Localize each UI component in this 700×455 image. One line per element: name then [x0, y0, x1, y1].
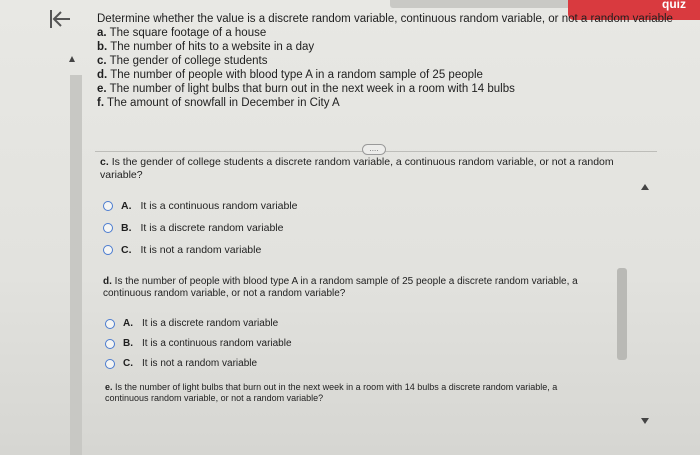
- question-intro: Determine whether the value is a discrete random variable, continuous random variable, or not a random variable: [97, 13, 673, 25]
- option-d-b[interactable]: B. It is a continuous random variable: [105, 338, 292, 349]
- option-c-b[interactable]: B. It is a discrete random variable: [103, 222, 283, 234]
- left-scrollbar[interactable]: [70, 75, 82, 455]
- radio-button[interactable]: [105, 319, 115, 329]
- question-e: e. Is the number of light bulbs that burn out in the next week in a room with 14 bulbs a discrete random variable, a continuous random variable, or not a random variable?: [105, 382, 558, 403]
- right-scrollbar-thumb[interactable]: [617, 268, 627, 360]
- header-item-c: c. The gender of college students: [97, 55, 268, 67]
- radio-button[interactable]: [105, 359, 115, 369]
- radio-button[interactable]: [103, 201, 113, 211]
- header-item-f: f. The amount of snowfall in December in City A: [97, 97, 340, 109]
- header-item-a: a. The square footage of a house: [97, 27, 267, 39]
- question-header: [97, 12, 673, 110]
- header-item-b: b. The number of hits to a website in a day: [97, 41, 315, 53]
- option-d-a[interactable]: A. It is a discrete random variable: [105, 318, 278, 329]
- question-d: d. Is the number of people with blood type A in a random sample of 25 people a discrete random variable, a continuous random variable, or not a random variable?: [103, 276, 578, 299]
- expand-more-button[interactable]: ....: [362, 144, 386, 155]
- option-d-c[interactable]: C. It is not a random variable: [105, 358, 257, 369]
- question-c: c. Is the gender of college students a discrete random variable, a continuous random variable, or not a random variable?: [100, 156, 614, 181]
- radio-button[interactable]: [103, 223, 113, 233]
- radio-button[interactable]: [105, 339, 115, 349]
- option-c-c[interactable]: C. It is not a random variable: [103, 244, 261, 256]
- option-c-a[interactable]: A. It is a continuous random variable: [103, 200, 298, 212]
- header-item-e: e. The number of light bulbs that burn out in the next week in a room with 14 bulbs: [97, 83, 515, 95]
- radio-button[interactable]: [103, 245, 113, 255]
- scroll-up-icon[interactable]: [641, 184, 649, 190]
- scroll-up-icon[interactable]: [68, 55, 76, 63]
- back-arrow-icon[interactable]: [48, 8, 72, 30]
- scroll-down-icon[interactable]: [641, 418, 649, 424]
- header-item-d: d. The number of people with blood type A in a random sample of 25 people: [97, 69, 483, 81]
- submit-quiz-label: quiz: [662, 0, 686, 11]
